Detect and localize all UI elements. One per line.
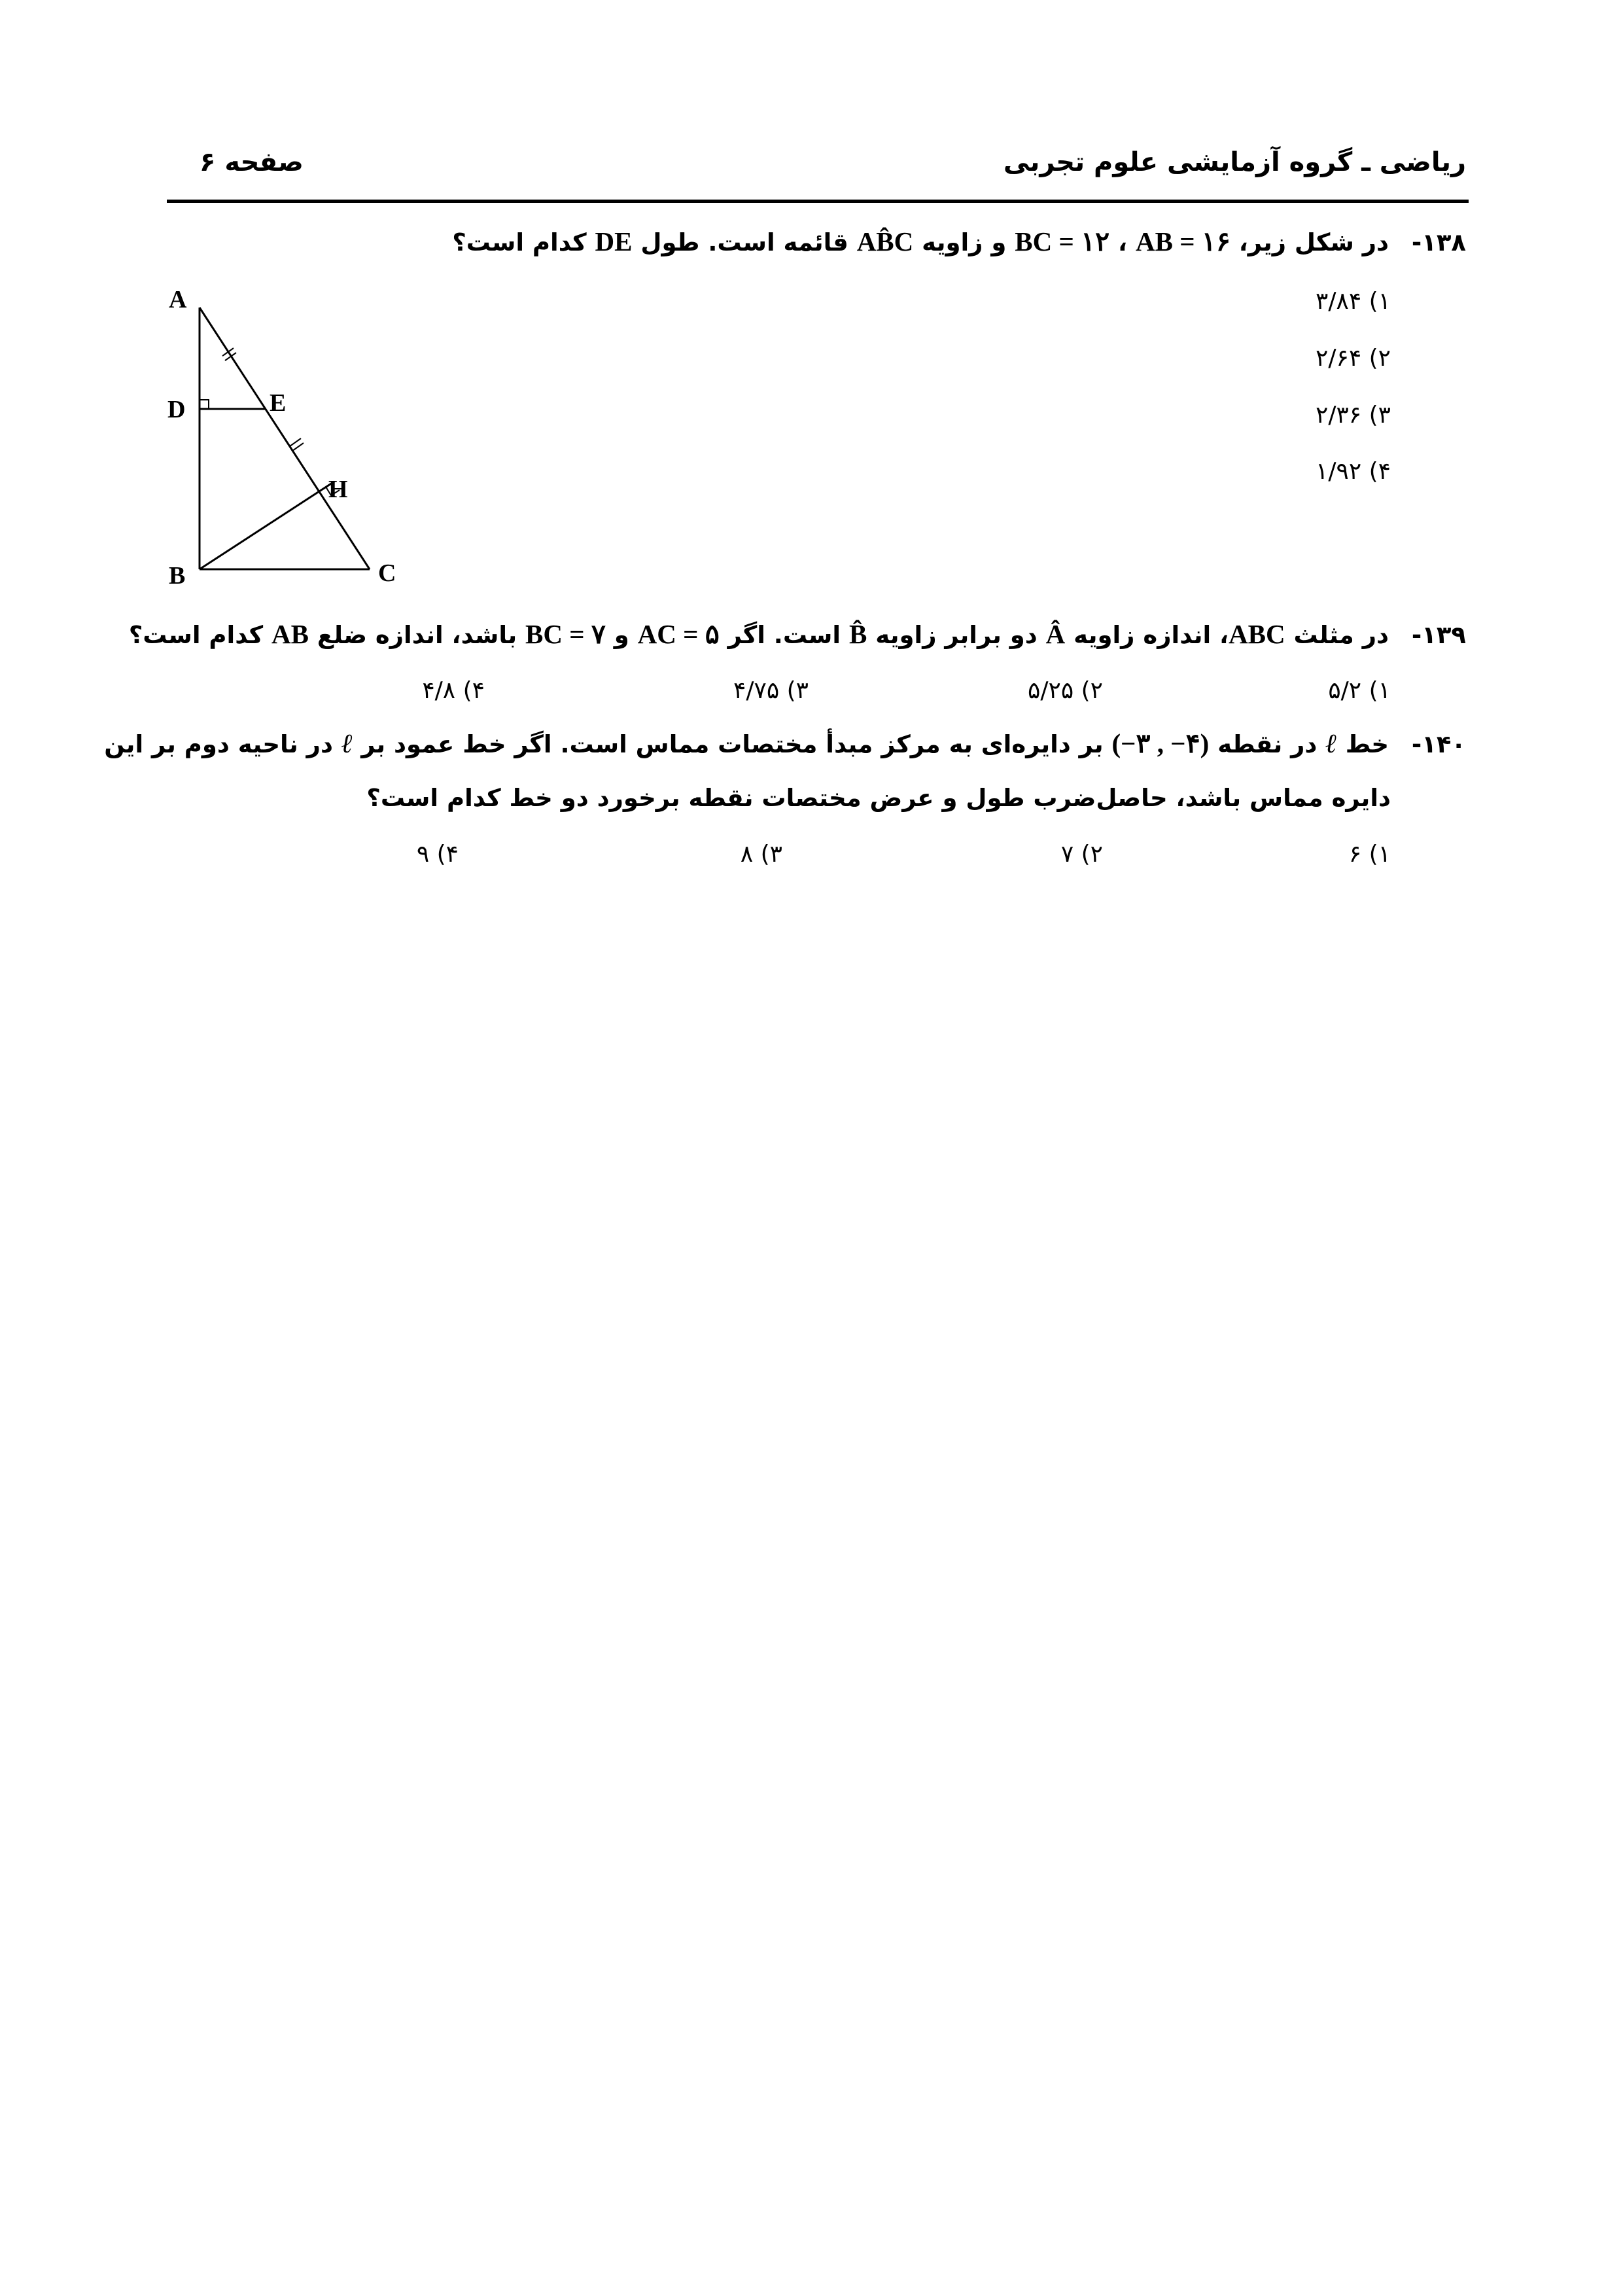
label-a: A (169, 286, 187, 313)
q140-text-3: بر دایره‌ای به مرکز مبدأ مختصات مماس است. اگر خط عمود بر (361, 730, 1104, 758)
q138-number: ۱۳۸- (1411, 228, 1466, 256)
right-angle-d-mark (200, 400, 209, 409)
q138-text-2: و زاویه (922, 228, 1007, 256)
q139-abc: ABC (1229, 619, 1285, 649)
tick-eh-2 (292, 443, 304, 451)
segment-bh (200, 482, 334, 569)
tick-eh-1 (290, 438, 301, 446)
label-d: D (167, 396, 186, 423)
q140-option-1[interactable]: ۱) ۶ (1348, 841, 1391, 868)
q139-text-2: ، اندازه زاویه (1073, 621, 1229, 649)
header-divider (167, 200, 1469, 203)
q139-text-6: باشد، اندازه ضلع (317, 621, 517, 649)
q138-option-1[interactable]: ۱) ۳/۸۴ (1316, 288, 1391, 315)
q140-text-1: خط (1345, 730, 1389, 758)
q139-option-4[interactable]: ۴) ۴/۸ (422, 677, 485, 704)
q139-text-7: کدام است؟ (128, 621, 264, 649)
label-c: C (378, 559, 396, 587)
q139-question (129, 618, 1466, 650)
q138-triangle-figure (157, 281, 419, 589)
q140-option-3[interactable]: ۳) ۸ (740, 841, 782, 868)
q138-bc-eq: BC = ۱۲ (1015, 226, 1110, 256)
q139-text-5: و (614, 621, 629, 649)
q140-ell-2: ℓ (341, 728, 353, 758)
q139-ab: AB (271, 619, 309, 649)
q140-text-2: در نقطه (1217, 730, 1318, 758)
tick-ae-1 (222, 348, 234, 356)
label-h: H (328, 476, 348, 503)
q140-option-2[interactable]: ۲) ۷ (1060, 841, 1103, 868)
q138-ab-eq: AB = ۱۶ (1135, 226, 1230, 256)
q138-text-1: در شکل زیر، (1238, 228, 1389, 256)
q140-point: (−۳ , −۴) (1111, 728, 1210, 758)
q139-text-4: است. اگر (727, 621, 841, 649)
q140-number: ۱۴۰- (1411, 730, 1466, 758)
q138-option-3[interactable]: ۳) ۲/۳۶ (1316, 402, 1391, 429)
q138-text-3: قائمه است. طول (640, 228, 848, 256)
header-page-number: صفحه ۶ (200, 147, 304, 177)
q138-de: DE (595, 226, 633, 256)
q139-ac-eq: AC = ۵ (637, 619, 720, 649)
q138-question (452, 226, 1466, 257)
q140-text-4: در ناحیه دوم بر این (104, 730, 333, 758)
q138-option-4[interactable]: ۴) ۱/۹۲ (1316, 458, 1391, 485)
q140-question-line-1 (104, 728, 1466, 759)
q140-option-4[interactable]: ۴) ۹ (416, 841, 459, 868)
side-ac (200, 308, 370, 569)
q139-angle-b: B̂ (848, 619, 867, 649)
header-subject: ریاضی ـ گروه آزمایشی علوم تجربی (1003, 147, 1466, 177)
q139-text-3: دو برابر زاویه (875, 621, 1038, 649)
q140-question-line-2: دایره مماس باشد، حاصل‌ضرب طول و عرض مختصات نقطه برخورد دو خط کدام است؟ (366, 784, 1391, 812)
q138-option-2[interactable]: ۲) ۲/۶۴ (1316, 345, 1391, 372)
q139-option-2[interactable]: ۲) ۵/۲۵ (1028, 677, 1103, 704)
q139-number: ۱۳۹- (1411, 621, 1466, 649)
q138-sep: ، (1118, 228, 1128, 256)
q139-text-1: در مثلث (1293, 621, 1389, 649)
q138-angle: AB̂C (856, 226, 914, 256)
q139-option-3[interactable]: ۳) ۴/۷۵ (733, 677, 809, 704)
label-e: E (270, 389, 287, 417)
q139-option-1[interactable]: ۱) ۵/۲ (1328, 677, 1391, 704)
label-b: B (169, 562, 186, 589)
q140-ell: ℓ (1325, 728, 1337, 758)
q139-bc-eq: BC = ۷ (525, 619, 606, 649)
q139-angle-a: Â (1045, 619, 1066, 649)
q138-text-4: کدام است؟ (452, 228, 587, 256)
